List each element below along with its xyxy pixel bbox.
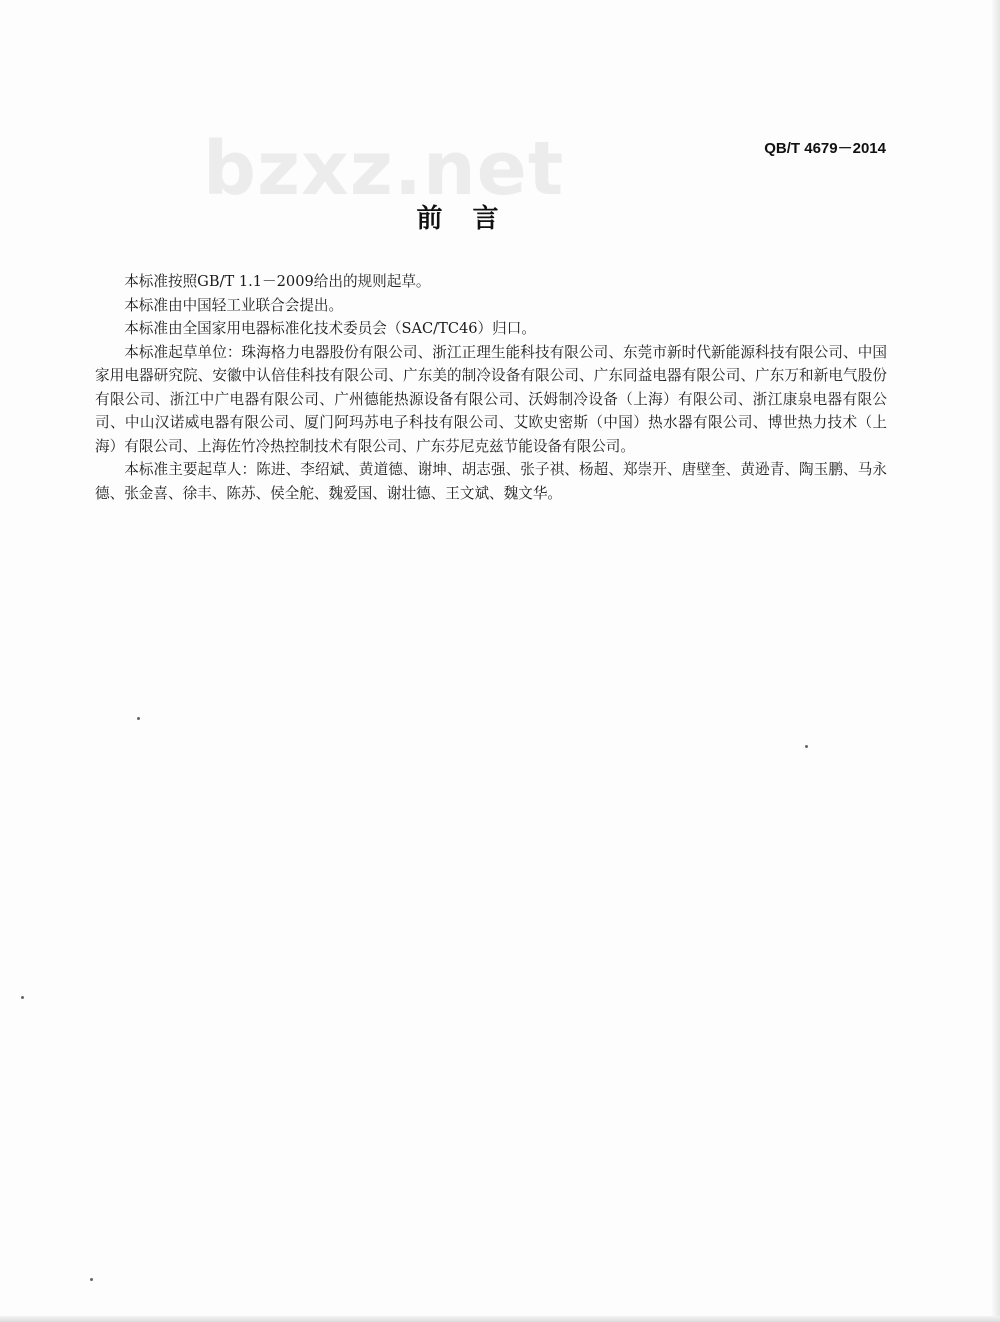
paragraph-proposer: 本标准由中国轻工业联合会提出。 [124,296,344,314]
scan-speck [137,717,140,720]
page-title: 前言 [416,204,529,234]
scan-speck [90,1278,93,1281]
paragraph-drafting-units: 本标准起草单位：珠海格力电器股份有限公司、浙江正理生能科技有限公司、东莞市新时代新能源科技有限公司、中国家用电器研究院、安徽中认倍佳科技有限公司、广东美的制冷设备有限公司、广东同益电器有限公司、广东万和新电气股份有限公司、浙江中广电器有限公司、广州德能热源设备有限公司、沃姆制冷设备（上海）有限公司、浙江康泉电器有限公司、中山汉诺威电器有限公司、厦门阿玛苏电子科技有限公司、艾欧史密斯（中国）热水器有限公司、博世热力技术（上海）有限公司、上海佐竹冷热控制技术有限公司、广东芬尼克兹节能设备有限公司。 [95,343,887,455]
paragraph-drafting-rules: 本标准按照GB/T 1.1－2009给出的规则起草。 [124,273,431,290]
page-bottom-edge [0,1316,1000,1322]
page-edge-shadow [990,0,1000,1322]
scan-speck [805,745,808,748]
paragraph-administrator: 本标准由全国家用电器标准化技术委员会（SAC/TC46）归口。 [124,320,536,337]
scan-speck [21,996,24,999]
paragraph-drafters: 本标准主要起草人：陈进、李绍斌、黄道德、谢坤、胡志强、张子祺、杨超、郑崇开、唐壁奎、黄逊青、陶玉鹏、马永德、张金喜、徐丰、陈苏、侯全舵、魏爱国、谢壮德、王文斌、魏文华。 [95,461,887,502]
standard-number: QB/T 4679－2014 [764,140,886,157]
watermark: bzxz.net [203,126,565,212]
foreword-body [95,270,887,505]
